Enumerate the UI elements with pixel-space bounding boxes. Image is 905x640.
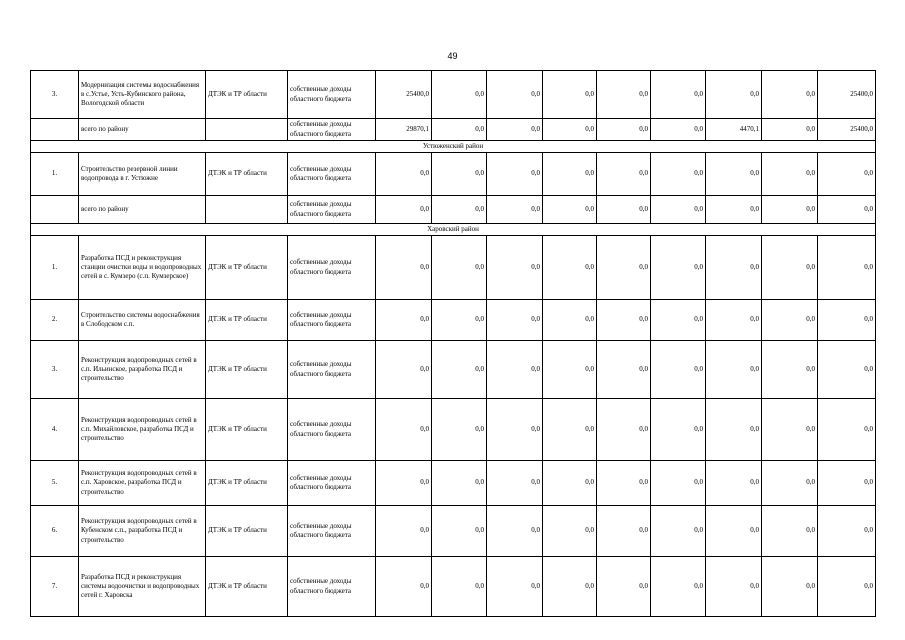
executor: ДТЭК и ТР области	[206, 71, 288, 119]
amount-cell: 0,0	[543, 557, 597, 617]
amount-cell: 0,0	[651, 119, 706, 141]
amount-cell: 0,0	[762, 506, 818, 557]
section-header-row	[31, 141, 876, 153]
amount-cell: 0,0	[762, 557, 818, 617]
amount-cell: 0,0	[432, 300, 487, 341]
amount-cell: 0,0	[597, 71, 651, 119]
amount-cell: 0,0	[543, 300, 597, 341]
amount-cell: 0,0	[651, 341, 706, 399]
amount-cell: 0,0	[818, 399, 876, 461]
amount-cell: 0,0	[818, 300, 876, 341]
amount-cell: 0,0	[651, 461, 706, 506]
amount-cell: 0,0	[543, 399, 597, 461]
amount-cell: 0,0	[818, 557, 876, 617]
amount-cell: 0,0	[487, 196, 543, 224]
row-index: 6.	[31, 506, 79, 557]
amount-cell: 0,0	[818, 461, 876, 506]
funding-source: собственные доходы областного бюджета	[288, 153, 376, 196]
amount-cell: 0,0	[651, 506, 706, 557]
amount-cell: 0,0	[818, 196, 876, 224]
amount-cell: 0,0	[651, 399, 706, 461]
executor: ДТЭК и ТР области	[206, 300, 288, 341]
table-body	[31, 71, 876, 617]
amount-cell: 0,0	[651, 236, 706, 300]
amount-cell: 0,0	[543, 461, 597, 506]
table-row	[31, 300, 876, 341]
amount-cell: 0,0	[487, 399, 543, 461]
executor	[206, 119, 288, 141]
amount-cell: 0,0	[762, 300, 818, 341]
amount-cell: 0,0	[597, 119, 651, 141]
amount-cell: 0,0	[487, 236, 543, 300]
table-row	[31, 506, 876, 557]
measure-name: Строительство резервной линии водопровода в г. Устюжне	[79, 153, 206, 196]
funding-source: собственные доходы областного бюджета	[288, 506, 376, 557]
amount-cell: 0,0	[651, 300, 706, 341]
amount-cell: 0,0	[376, 300, 432, 341]
amount-cell: 0,0	[487, 71, 543, 119]
amount-cell: 25400,0	[818, 119, 876, 141]
table-row	[31, 341, 876, 399]
section-title: Харовский район	[31, 224, 876, 236]
table-row	[31, 196, 876, 224]
amount-cell: 0,0	[487, 557, 543, 617]
amount-cell: 0,0	[818, 506, 876, 557]
row-index	[31, 196, 79, 224]
measure-name: Разработка ПСД и реконструкция станции очистки воды и водопроводных сетей в с. Кумзеро (с.п. Кумзерское)	[79, 236, 206, 300]
amount-cell: 0,0	[651, 153, 706, 196]
funding-source: собственные доходы областного бюджета	[288, 300, 376, 341]
table-row	[31, 236, 876, 300]
amount-cell: 29870,1	[376, 119, 432, 141]
amount-cell: 0,0	[706, 153, 762, 196]
table-row	[31, 399, 876, 461]
executor: ДТЭК и ТР области	[206, 506, 288, 557]
amount-cell: 0,0	[432, 236, 487, 300]
amount-cell: 0,0	[543, 196, 597, 224]
executor: ДТЭК и ТР области	[206, 341, 288, 399]
amount-cell: 0,0	[597, 506, 651, 557]
amount-cell: 0,0	[818, 153, 876, 196]
amount-cell: 0,0	[597, 153, 651, 196]
measure-name: Строительство системы водоснабжения в Слободском с.п.	[79, 300, 206, 341]
table-row	[31, 119, 876, 141]
amount-cell: 25400,0	[818, 71, 876, 119]
amount-cell: 0,0	[762, 461, 818, 506]
table-row	[31, 557, 876, 617]
row-index: 3.	[31, 341, 79, 399]
amount-cell: 0,0	[706, 341, 762, 399]
amount-cell: 0,0	[487, 153, 543, 196]
amount-cell: 0,0	[762, 341, 818, 399]
amount-cell: 0,0	[487, 119, 543, 141]
executor: ДТЭК и ТР области	[206, 236, 288, 300]
page-number: 49	[447, 51, 458, 61]
table-row	[31, 153, 876, 196]
amount-cell: 0,0	[487, 300, 543, 341]
amount-cell: 0,0	[376, 153, 432, 196]
amount-cell: 0,0	[376, 399, 432, 461]
amount-cell: 0,0	[706, 557, 762, 617]
amount-cell: 0,0	[543, 506, 597, 557]
measure-name: Реконструкция водопроводных сетей в с.п. Ильинское, разработка ПСД и строительство	[79, 341, 206, 399]
amount-cell: 0,0	[706, 236, 762, 300]
measure-name: Реконструкция водопроводных сетей в с.п. Харовское, разработка ПСД и строительство	[79, 461, 206, 506]
amount-cell: 0,0	[432, 399, 487, 461]
amount-cell: 0,0	[376, 196, 432, 224]
amount-cell: 0,0	[762, 196, 818, 224]
row-index: 5.	[31, 461, 79, 506]
amount-cell: 0,0	[432, 71, 487, 119]
amount-cell: 0,0	[432, 506, 487, 557]
executor: ДТЭК и ТР области	[206, 153, 288, 196]
measure-name: всего по району	[79, 119, 206, 141]
amount-cell: 0,0	[487, 341, 543, 399]
table-row	[31, 461, 876, 506]
amount-cell: 0,0	[432, 119, 487, 141]
funding-source: собственные доходы областного бюджета	[288, 196, 376, 224]
section-header-row	[31, 224, 876, 236]
section-title: Устюженский район	[31, 141, 876, 153]
funding-source: собственные доходы областного бюджета	[288, 399, 376, 461]
row-index: 4.	[31, 399, 79, 461]
executor	[206, 196, 288, 224]
amount-cell: 0,0	[762, 399, 818, 461]
amount-cell: 0,0	[376, 506, 432, 557]
amount-cell: 0,0	[597, 196, 651, 224]
budget-table	[30, 70, 876, 617]
row-index: 1.	[31, 153, 79, 196]
amount-cell: 0,0	[818, 341, 876, 399]
executor: ДТЭК и ТР области	[206, 557, 288, 617]
funding-source: собственные доходы областного бюджета	[288, 236, 376, 300]
amount-cell: 0,0	[706, 196, 762, 224]
amount-cell: 0,0	[597, 300, 651, 341]
amount-cell: 0,0	[706, 506, 762, 557]
table-row	[31, 71, 876, 119]
amount-cell: 0,0	[651, 196, 706, 224]
amount-cell: 0,0	[487, 506, 543, 557]
amount-cell: 0,0	[762, 153, 818, 196]
funding-source: собственные доходы областного бюджета	[288, 461, 376, 506]
amount-cell: 0,0	[597, 341, 651, 399]
amount-cell: 0,0	[651, 557, 706, 617]
row-index	[31, 119, 79, 141]
measure-name: Модернизация системы водоснабжения в с.Устье, Усть-Кубинского района, Вологодской области	[79, 71, 206, 119]
amount-cell: 0,0	[597, 399, 651, 461]
amount-cell: 0,0	[432, 196, 487, 224]
amount-cell: 0,0	[706, 461, 762, 506]
executor: ДТЭК и ТР области	[206, 461, 288, 506]
row-index: 7.	[31, 557, 79, 617]
amount-cell: 0,0	[376, 461, 432, 506]
amount-cell: 0,0	[432, 557, 487, 617]
funding-source: собственные доходы областного бюджета	[288, 119, 376, 141]
amount-cell: 0,0	[818, 236, 876, 300]
amount-cell: 0,0	[432, 153, 487, 196]
amount-cell: 0,0	[706, 300, 762, 341]
funding-source: собственные доходы областного бюджета	[288, 557, 376, 617]
amount-cell: 0,0	[432, 341, 487, 399]
amount-cell: 0,0	[597, 557, 651, 617]
amount-cell: 0,0	[762, 71, 818, 119]
amount-cell: 0,0	[376, 236, 432, 300]
funding-source: собственные доходы областного бюджета	[288, 71, 376, 119]
amount-cell: 0,0	[543, 119, 597, 141]
amount-cell: 0,0	[376, 557, 432, 617]
amount-cell: 25400,0	[376, 71, 432, 119]
amount-cell: 0,0	[762, 119, 818, 141]
amount-cell: 0,0	[543, 71, 597, 119]
amount-cell: 0,0	[543, 236, 597, 300]
amount-cell: 0,0	[597, 461, 651, 506]
row-index: 2.	[31, 300, 79, 341]
amount-cell: 0,0	[487, 461, 543, 506]
measure-name: Реконструкция водопроводных сетей в с.п. Михайловское, разработка ПСД и строительство	[79, 399, 206, 461]
amount-cell: 0,0	[706, 71, 762, 119]
measure-name: Реконструкция водопроводных сетей в Кубенском с.п., разработка ПСД и строительство	[79, 506, 206, 557]
amount-cell: 0,0	[762, 236, 818, 300]
measure-name: Разработка ПСД и реконструкция системы водоочистки и водопроводных сетей г. Харовска	[79, 557, 206, 617]
executor: ДТЭК и ТР области	[206, 399, 288, 461]
amount-cell: 4470,1	[706, 119, 762, 141]
amount-cell: 0,0	[543, 341, 597, 399]
amount-cell: 0,0	[706, 399, 762, 461]
measure-name: всего по району	[79, 196, 206, 224]
amount-cell: 0,0	[597, 236, 651, 300]
amount-cell: 0,0	[376, 341, 432, 399]
row-index: 1.	[31, 236, 79, 300]
row-index: 3.	[31, 71, 79, 119]
amount-cell: 0,0	[432, 461, 487, 506]
amount-cell: 0,0	[651, 71, 706, 119]
amount-cell: 0,0	[543, 153, 597, 196]
funding-source: собственные доходы областного бюджета	[288, 341, 376, 399]
